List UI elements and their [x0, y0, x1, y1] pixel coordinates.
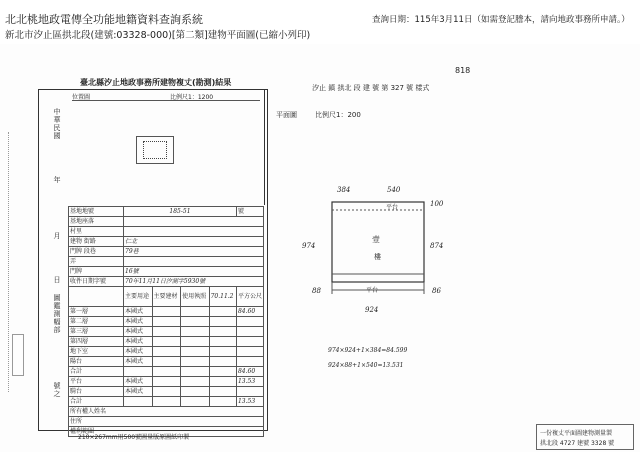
table-row: 建物 街路 仁北 [69, 237, 264, 247]
location-scale: 比例尺1：1200 [170, 94, 214, 101]
location-label: 位置圖 [72, 94, 91, 101]
stamp-line-2: 拱北段 4727 建號 3328 號 [540, 440, 615, 447]
area-calc-1: 974×924+1×384=84.599 [328, 347, 408, 354]
dim-right: 874 [430, 242, 444, 250]
area-calc-2: 924×88+1×540=13.531 [328, 362, 404, 369]
platform-area: 13.53 [236, 377, 263, 387]
floor-area: 84.60 [236, 307, 263, 317]
form-footer: 210×267mm用500號圖量版原圖紙印製 [78, 434, 190, 441]
plan-label: 平面圖 [276, 111, 297, 119]
side-label-map-sheet: 圖鑑測幅部 [53, 294, 61, 334]
sheet-number: 818 [455, 66, 471, 75]
location-divider [72, 100, 260, 101]
platform-top-label: 平台 [386, 204, 399, 211]
table-row: 門牌 段巷 79巷 [69, 247, 264, 257]
table-row: 陽台 本國式 [69, 357, 264, 367]
label-cell: 基地地號 [69, 207, 124, 217]
table-row: 弄 [69, 257, 264, 267]
lane-value: 79巷 [124, 247, 264, 257]
table-row: 權利範圍 [69, 427, 264, 437]
total-area: 84.60 [236, 367, 263, 377]
query-date: 查詢日期：115年3月11日（如需登記謄本，請向地政事務所申請。） [372, 15, 630, 25]
side-label-no: 號之 [53, 382, 61, 398]
system-title: 北北桃地政電傳全功能地籍資料查詢系統 [5, 13, 203, 26]
room-label: 壹 [372, 235, 380, 244]
side-label-date: 中華民國 [53, 108, 61, 140]
dim-bottom-right: 86 [432, 287, 441, 295]
permit-date: 70.11.2 [209, 287, 236, 307]
dim-bottom: 924 [365, 306, 379, 314]
side-label-year: 年 [53, 176, 61, 184]
table-row: 地下室 本國式 [69, 347, 264, 357]
room-sublabel: 樓 [374, 253, 381, 261]
table-row: 騎台 本國式 [69, 387, 264, 397]
table-row: 所有權人姓名 [69, 407, 264, 417]
side-label-month: 月 [53, 232, 61, 240]
table-row: 主要用途 主要建材 使用執照 70.11.2 平方公尺 [69, 287, 264, 307]
accessory-total-area: 13.53 [236, 397, 263, 407]
scanned-document [0, 44, 640, 452]
table-row: 村里 [69, 227, 264, 237]
table-row: 基地地號 185-51 號 [69, 207, 264, 217]
dim-bottom-left: 88 [312, 287, 321, 295]
table-row: 平台 本國式 13.53 [69, 377, 264, 387]
permit-value: 70年11月11日汐測字5930號 [124, 277, 264, 287]
table-row: 第一層 本國式 84.60 [69, 307, 264, 317]
registration-table [68, 206, 264, 437]
margin-box [12, 334, 24, 376]
building-address-line: 汐止 鎮 拱北 段 建 號 第 327 號 樣式 [312, 84, 430, 92]
survey-stamp [536, 424, 634, 450]
table-row: 第二層 本國式 [69, 317, 264, 327]
document-subtitle: 新北市汐止區拱北段(建號:03328-000)[第二類]建物平面圖(已縮小列印) [5, 30, 311, 41]
table-row: 合計 13.53 [69, 397, 264, 407]
table-row: 第四層 本國式 [69, 337, 264, 347]
table-row: 收件日期字號 70年11月11日汐測字5930號 [69, 277, 264, 287]
dim-left: 974 [302, 242, 316, 250]
table-row: 基地座落 [69, 217, 264, 227]
table-row: 門牌 16號 [69, 267, 264, 277]
stamp-line-1: 一份複丈平面圖建物測量製 [540, 430, 613, 437]
dim-top-right: 540 [387, 186, 401, 194]
plan-scale: 比例尺1：200 [315, 111, 361, 119]
table-row: 合計 84.60 [69, 367, 264, 377]
dim-top-left: 384 [337, 186, 351, 194]
street-value: 仁北 [124, 237, 264, 247]
house-number: 16號 [124, 267, 264, 277]
table-row: 第三層 本國式 [69, 327, 264, 337]
location-map-sketch [136, 136, 174, 164]
lot-number: 185-51 [124, 207, 237, 217]
office-title: 臺北縣汐止地政事務所建物複丈(勘測)結果 [80, 78, 232, 87]
page-header [0, 0, 640, 44]
location-map-parcel [143, 141, 167, 159]
side-label-day: 日 [53, 276, 61, 284]
table-row: 住所 [69, 417, 264, 427]
dim-right-top: 100 [430, 200, 444, 208]
platform-bottom-label: 平台 [366, 287, 379, 294]
